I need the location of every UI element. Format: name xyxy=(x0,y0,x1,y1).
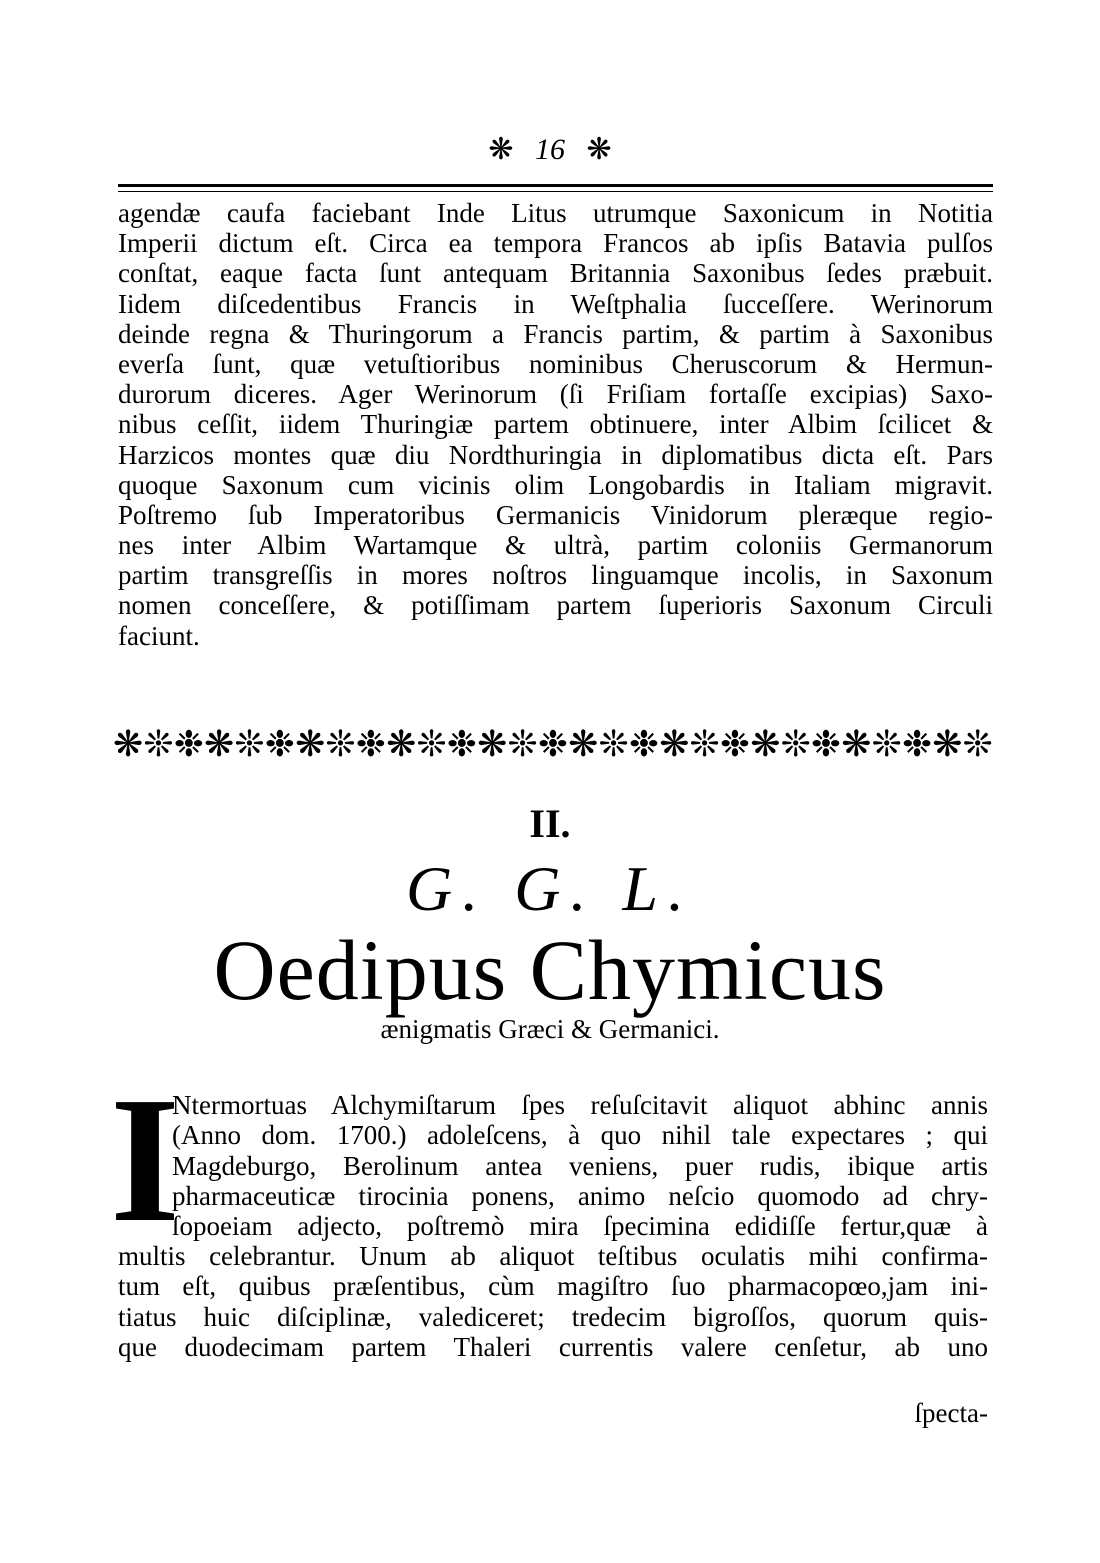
ornament-flower-icon: ❋ xyxy=(113,723,144,765)
ornament-flower-icon: ❉ xyxy=(719,723,751,765)
header-ornament-left-icon: ❋ xyxy=(488,132,514,167)
text-line: durorum diceres. Ager Werinorum (ſi Friſiam fortaſſe excipias) Saxo- xyxy=(118,379,993,410)
text-line: multis celebrantur. Unum ab aliquot teſtibus oculatis mihi confirma- xyxy=(118,1241,988,1271)
text-line: Magdeburgo, Berolinum antea veniens, puer rudis, ibique artis xyxy=(172,1150,988,1181)
text-line: Harzicos montes quæ diu Nordthuringia in diplomatibus dicta eſt. Pars xyxy=(118,439,993,470)
ornament-flower-icon: ❊ xyxy=(871,723,902,765)
text-line: (Anno dom. 1700.) adoleſcens, à quo nihil tale expectares ; qui xyxy=(172,1120,988,1151)
ornament-flower-icon: ❊ xyxy=(416,723,447,765)
text-line: everſa ſunt, quæ vetuſtioribus nominibus Cheruscorum & Hermun- xyxy=(118,348,993,379)
section-authors: G. G. L. xyxy=(405,853,695,924)
paragraph-2-indented xyxy=(172,1090,988,1241)
ornament-flower-icon: ❋ xyxy=(568,723,599,765)
ornament-flower-icon: ❉ xyxy=(901,723,933,765)
header-ornament-right-icon: ❋ xyxy=(586,132,612,167)
ornament-flower-icon: ❉ xyxy=(173,723,204,765)
text-line: Ntermortuas Alchymiſtarum ſpes reſuſcitavit aliquot abhinc annis xyxy=(172,1090,988,1120)
text-line: conſtat, eaque facta ſunt antequam Britannia Saxonibus ſedes præbuit. xyxy=(118,258,993,289)
text-line: nibus ceſſit, iidem Thuringiæ partem obtinuere, inter Albim ſcilicet & xyxy=(118,409,993,440)
ornament-flower-icon: ❊ xyxy=(780,723,811,765)
ornament-flower-icon: ❉ xyxy=(810,723,842,765)
ornament-flower-icon: ❉ xyxy=(264,723,295,765)
section-number: II. xyxy=(529,801,571,846)
page-header xyxy=(0,132,1100,167)
paragraph-1 xyxy=(118,198,993,651)
ornament-flower-icon: ❊ xyxy=(143,723,174,765)
ornament-flower-icon: ❉ xyxy=(355,723,386,765)
ornament-flower-icon: ❋ xyxy=(841,723,872,765)
text-line: Poſtremo ſub Imperatoribus Germanicis Vinidorum pleræque regio- xyxy=(118,499,993,530)
page-number: 16 xyxy=(535,133,565,166)
section-title: Oedipus Chymicus xyxy=(213,922,887,1018)
text-line: ſopoeiam adjecto, poſtremò mira ſpecimina edidiſſe fertur,quæ à xyxy=(172,1211,988,1242)
text-line: deinde regna & Thuringorum a Francis partim, & partim à Saxonibus xyxy=(118,318,993,349)
ornament-flower-icon: ❋ xyxy=(204,723,235,765)
text-line: nes inter Albim Wartamque & ultrà, partim coloniis Germanorum xyxy=(118,530,993,561)
ornament-flower-icon: ❊ xyxy=(598,723,629,765)
text-line: pharmaceuticæ tirocinia ponens, animo neſcio quomodo ad chry- xyxy=(172,1180,988,1211)
ornament-flower-icon: ❊ xyxy=(689,723,720,765)
ornament-flower-icon: ❉ xyxy=(537,723,568,765)
ornament-flower-icon: ❉ xyxy=(446,723,477,765)
ornament-flower-icon: ❋ xyxy=(295,723,326,765)
text-line: tum eſt, quibus præſentibus, cùm magiſtro ſuo pharmacopœo,jam ini- xyxy=(118,1271,988,1302)
text-line: faciunt. xyxy=(118,620,200,651)
ornament-flower-icon: ❊ xyxy=(962,723,993,765)
text-line: agendæ caufa faciebant Inde Litus utrumque Saxonicum in Notitia xyxy=(118,198,993,228)
ornament-flower-icon: ❋ xyxy=(659,723,690,765)
header-rule xyxy=(118,184,993,187)
ornament-flower-icon: ❋ xyxy=(750,723,781,765)
text-line: nomen conceſſere, & potiſſimam partem ſuperioris Saxonum Circuli xyxy=(118,590,993,621)
ornament-flower-icon: ❊ xyxy=(234,723,265,765)
text-line: quoque Saxonum cum vicinis olim Longobardis in Italiam migravit. xyxy=(118,469,993,500)
header-rule-thin xyxy=(118,191,993,192)
text-line: partim transgreſſis in mores noſtros linguamque incolis, in Saxonum xyxy=(118,560,993,591)
ornament-flower-icon: ❉ xyxy=(628,723,660,765)
ornament-flower-icon: ❋ xyxy=(386,723,417,765)
ornament-flower-icon: ❊ xyxy=(507,723,538,765)
ornament-flower-icon: ❋ xyxy=(477,723,508,765)
text-line: que duodecimam partem Thaleri currentis valere cenſetur, ab uno xyxy=(118,1331,988,1362)
text-line: Imperii dictum eſt. Circa ea tempora Francos ab ipſis Batavia pulſos xyxy=(118,228,993,259)
ornament-flower-icon: ❋ xyxy=(932,723,963,765)
paragraph-2-full xyxy=(118,1241,988,1362)
text-line: Iidem diſcedentibus Francis in Weſtphalia ſucceſſere. Werinorum xyxy=(118,288,993,319)
catchword: ſpecta- xyxy=(914,1398,988,1428)
ornament-flower-icon: ❊ xyxy=(325,723,356,765)
drop-cap: I xyxy=(110,1060,181,1259)
text-line: tiatus huic diſciplinæ, valediceret; tredecim bigroſſos, quorum quis- xyxy=(118,1301,988,1332)
ornament-band xyxy=(113,724,993,764)
section-subtitle: ænigmatis Græci & Germanici. xyxy=(380,1014,720,1044)
